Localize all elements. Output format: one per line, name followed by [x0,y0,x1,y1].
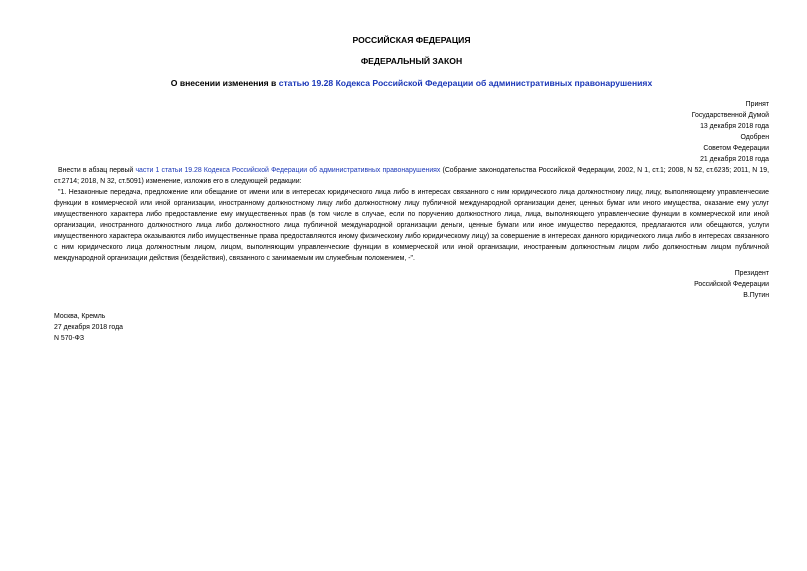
law-title [54,77,769,89]
adoption-council: Советом Федерации [703,145,769,152]
law-title-link[interactable]: статью 19.28 Кодекса Российской Федерации об административных правонарушениях [278,78,653,88]
signature-country: Российской Федерации [694,281,769,288]
law-title-prefix: О внесении изменения в [170,78,279,88]
document-page [54,34,769,344]
signature-name: В.Путин [743,292,769,299]
signature-role: Президент [734,270,769,277]
intro-paragraph [54,165,769,187]
adoption-duma: Государственной Думой [691,112,769,119]
signature-block [54,268,769,301]
adoption-block [54,99,769,165]
amendment-text: "1. Незаконные передача, предложение или обещание от имени или в интересах юридического лица либо в интересах связанного с ним юридического лица должностному лицу, лицу, выполняющему управленческие функции в коммерческой или иной организации, иностранному должностному лицу либо должностному лицу публичной международной организации денег, ценных бумаг или иного имущества, оказание ему услуг имущественного характера либо предоставление ему имущественных прав (в том числе в случае, если по поручению должностного лица, лица, выполняющего управленческие функции в коммерческой или иной организации, иностранного должностного лица либо должностного лица публичной международной организации деньги, ценные бумаги или иное имущество передаются, предлагаются или обещаются, услуги имущественного характера оказываются либо имущественные права предоставляются иному физическому либо юридическому лицу) за совершение в интересах данного юридического лица либо в интересах связанного с ним юридического лица должностным лицом, лицом, выполняющим управленческие функции в коммерческой или иной организации, иностранным должностным лицом либо должностным лицом публичной международной организации действия (бездействия), связанного с занимаемым им служебным положением, -". [54,189,769,262]
law-number: N 570-ФЗ [54,335,85,342]
law-type-heading: ФЕДЕРАЛЬНЫЙ ЗАКОН [360,56,463,66]
intro-prefix: Внести в абзац первый [58,167,136,174]
adoption-approved: Одобрен [740,134,769,141]
intro-article-link[interactable]: части 1 статьи 19.28 Кодекса Российской Федерации об административных правонарушениях [135,167,441,174]
intro-suffix: (Собрание законодательства Российской Федерации, 2002, N 1, ст.1; 2008, N 52, ст.6235; 2011, N 19, ст.2714; 2018, N 32, ст.5091) изменение, изложив его в следующей редакции: [54,167,769,185]
place-date: 27 декабря 2018 года [54,324,123,331]
adoption-council-date: 21 декабря 2018 года [700,156,769,163]
country-heading: РОССИЙСКАЯ ФЕДЕРАЦИЯ [352,35,471,45]
adoption-duma-date: 13 декабря 2018 года [700,123,769,130]
place-block [54,311,769,344]
place-city: Москва, Кремль [54,313,106,320]
adoption-accepted: Принят [745,101,769,108]
